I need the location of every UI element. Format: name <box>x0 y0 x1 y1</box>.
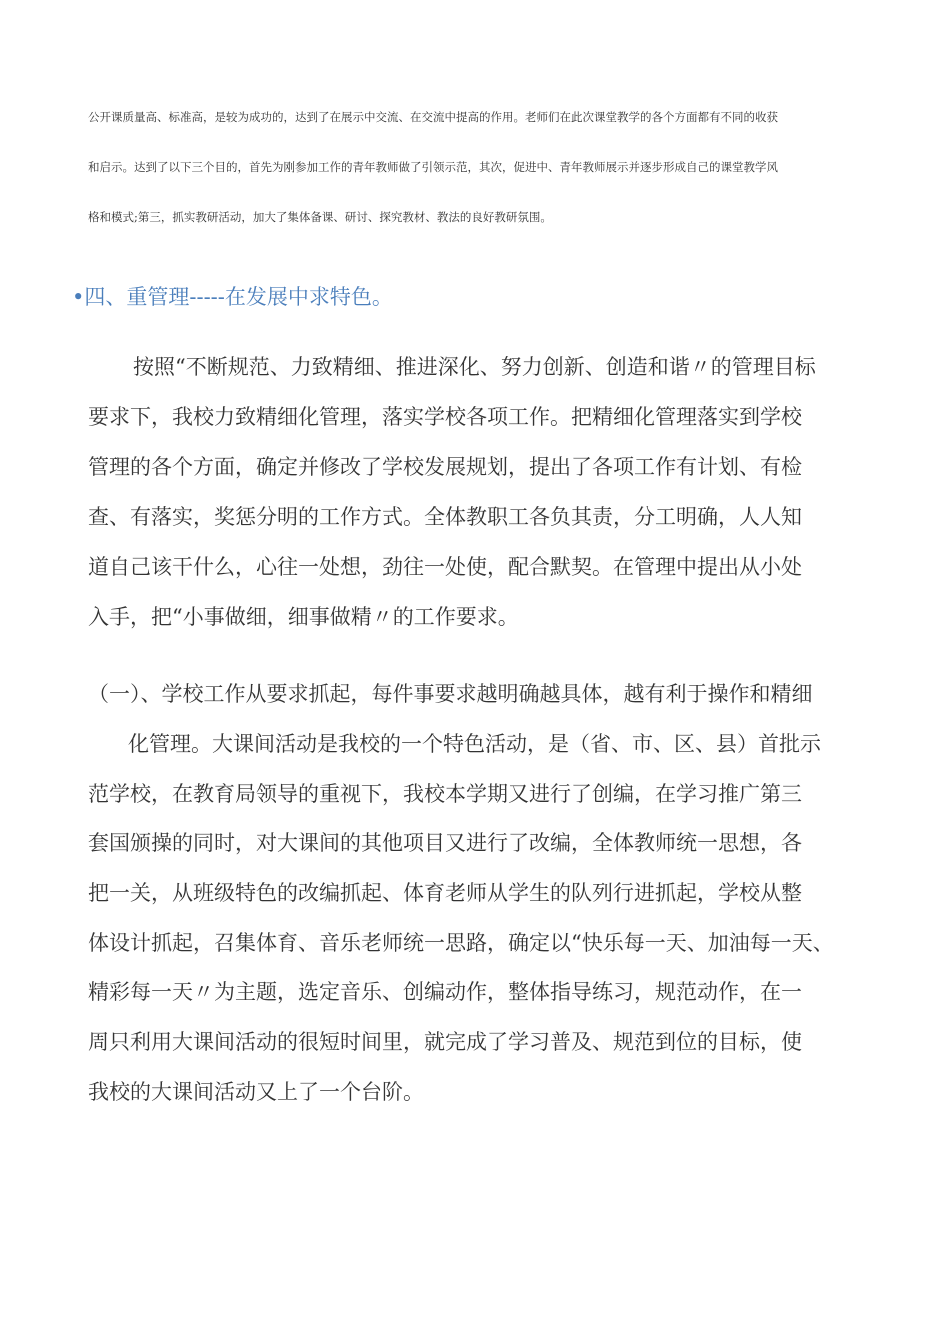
paragraph2-line-3: 范学校，在教育局领导的重视下，我校本学期又进行了创编，在学习推广第三 <box>88 782 802 806</box>
intro-line-2: 和启示。达到了以下三个目的，首先为刚参加工作的青年教师做了引领示范，其次，促进中、青年教师展示并逐步形成自己的课堂教学风 <box>88 160 778 174</box>
paragraph1-line-1: 按照“不断规范、力致精细、推进深化、努力创新、创造和谐〃的管理目标 <box>133 355 816 379</box>
paragraph2-line-6: 体设计抓起，召集体育、音乐老师统一思路，确定以“快乐每一天、加油每一天、 <box>88 931 834 955</box>
paragraph2-line-2: 化管理。大课间活动是我校的一个特色活动，是（省、市、区、县）首批示 <box>128 732 821 756</box>
paragraph2-line-4: 套国颁操的同时，对大课间的其他项目又进行了改编，全体教师统一思想，各 <box>88 831 802 855</box>
paragraph2-line-5: 把一关，从班级特色的改编抓起、体育老师从学生的队列行进抓起，学校从整 <box>88 881 802 905</box>
paragraph1-line-3: 管理的各个方面，确定并修改了学校发展规划，提出了各项工作有计划、有检 <box>88 455 802 479</box>
paragraph1-line-2: 要求下，我校力致精细化管理，落实学校各项工作。把精细化管理落实到学校 <box>88 405 802 429</box>
paragraph2-line-1: （一）、学校工作从要求抓起，每件事要求越明确越具体，越有利于操作和精细 <box>88 682 813 706</box>
paragraph1-line-6: 入手，把“小事做细，细事做精〃的工作要求。 <box>88 605 519 629</box>
intro-line-3: 格和模式;第三，抓实教研活动，加大了集体备课、研讨、探究教材、教法的良好教研氛围。 <box>88 210 552 224</box>
paragraph2-line-8: 周只利用大课间活动的很短时间里，就完成了学习普及、规范到位的目标，使 <box>88 1030 802 1054</box>
intro-line-1: 公开课质量高、标准高，是较为成功的，达到了在展示中交流、在交流中提高的作用。老师们在此次课堂教学的各个方面都有不同的收获 <box>88 110 778 124</box>
section-heading: •四、重管理-----在发展中求特色。 <box>72 285 393 309</box>
paragraph1-line-5: 道自己该干什么，心往一处想，劲往一处使，配合默契。在管理中提出从小处 <box>88 555 802 579</box>
paragraph1-line-4: 查、有落实，奖惩分明的工作方式。全体教职工各负其责，分工明确，人人知 <box>88 505 802 529</box>
paragraph2-line-9: 我校的大课间活动又上了一个台阶。 <box>88 1080 424 1104</box>
paragraph2-line-7: 精彩每一天〃为主题，选定音乐、创编动作，整体指导练习，规范动作，在一 <box>88 980 802 1004</box>
